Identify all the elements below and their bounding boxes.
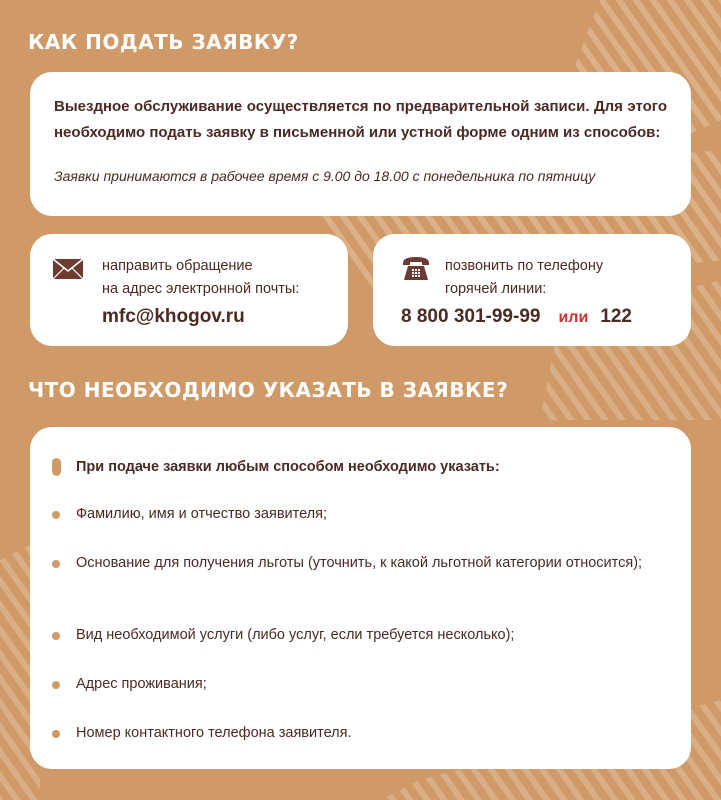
requirements-card [30, 427, 691, 769]
bullet-dot [52, 632, 60, 640]
intro-card [30, 72, 691, 216]
lead-marker [52, 458, 61, 476]
phone-card [373, 234, 691, 346]
email-line-1: направить обращение [102, 258, 253, 274]
list-item: Фамилию, имя и отчество заявителя; [76, 506, 328, 522]
phone-line-1: позвонить по телефону [445, 258, 604, 274]
email-line-2: на адрес электронной почты: [102, 281, 300, 297]
requirements-lead: При подаче заявки любым способом необходимо указать: [76, 459, 500, 475]
or-separator: или [558, 309, 589, 326]
section-title-what-to-include: ЧТО НЕОБХОДИМО УКАЗАТЬ В ЗАЯВКЕ? [28, 378, 509, 402]
email-description [102, 255, 299, 301]
short-number-link[interactable]: 122 [600, 306, 632, 327]
list-item: Основание для получения льготы (уточнить, к какой льготной категории относится); [76, 555, 643, 571]
phone-description [445, 255, 603, 301]
hotline-number-link[interactable]: 8 800 301-99-99 [401, 306, 541, 327]
bullet-dot [52, 511, 60, 519]
email-card [30, 234, 348, 346]
working-hours-text: Заявки принимаются в рабочее время с 9.00 до 18.00 с понедельника по пятницу [54, 168, 596, 184]
bullet-dot [52, 560, 60, 568]
list-item: Вид необходимой услуги (либо услуг, если требуется несколько); [76, 627, 515, 643]
intro-text: Выездное обслуживание осуществляется по предварительной записи. Для этого необходимо подать заявку в письменной или устной форме одним из способов: [54, 98, 667, 141]
list-item: Адрес проживания; [76, 676, 207, 692]
envelope-icon [52, 258, 84, 280]
phone-numbers [401, 306, 632, 328]
list-item: Номер контактного телефона заявителя. [76, 725, 352, 741]
section-title-how-to-apply: КАК ПОДАТЬ ЗАЯВКУ? [28, 30, 299, 54]
bullet-dot [52, 730, 60, 738]
bullet-dot [52, 681, 60, 689]
email-address-link[interactable]: mfc@khogov.ru [102, 306, 245, 327]
phone-line-2: горячей линии: [445, 281, 547, 297]
telephone-icon [401, 254, 431, 282]
